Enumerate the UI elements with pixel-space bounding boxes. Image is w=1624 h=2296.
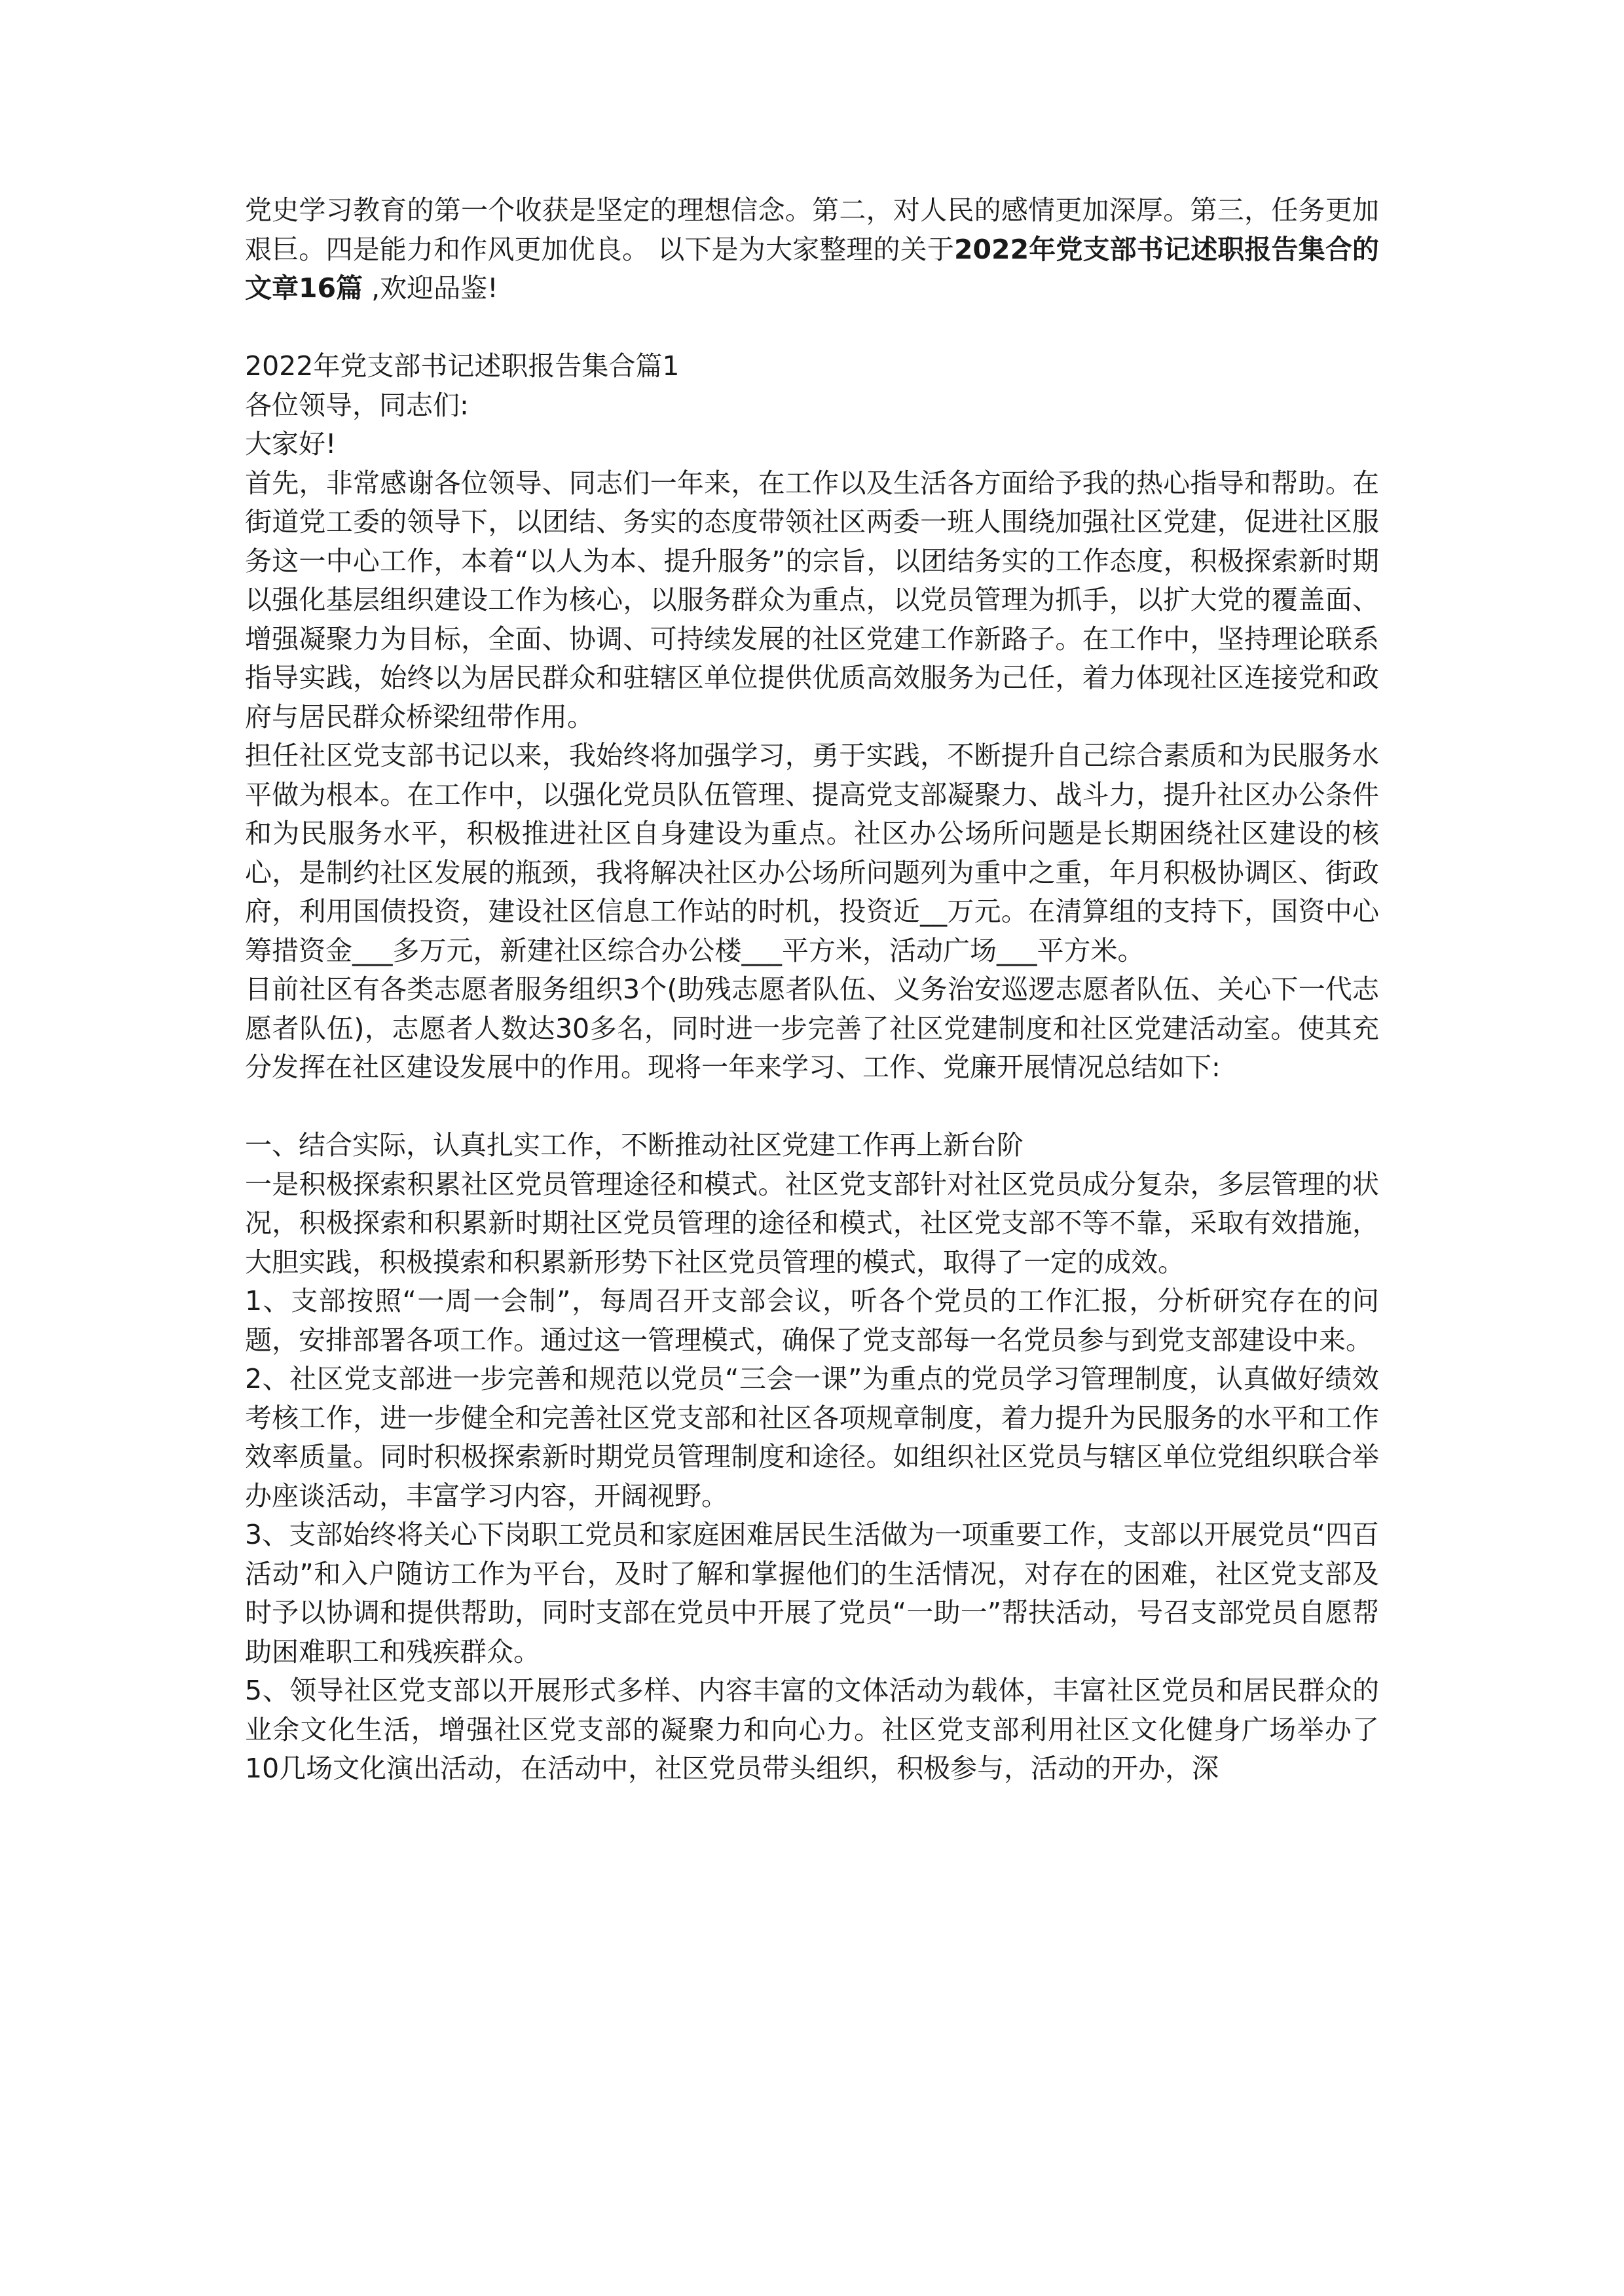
intro-bold-title: 2022年党支部书记述职报告集合的文章16篇 <box>245 233 1379 304</box>
body-paragraph: 担任社区党支部书记以来，我始终将加强学习，勇于实践，不断提升自己综合素质和为民服务水平做为根本。在工作中，以强化党员队伍管理、提高党支部凝聚力、战斗力，提升社区办公条件和为民服务水平，积极推进社区自身建设为重点。社区办公场所问题是长期困绕社区建设的核心，是制约社区发展的瓶颈，我将解决社区办公场所问题列为重中之重，年月积极协调区、街政府，利用国债投资，建设社区信息工作站的时机，投资近__万元。在清算组的支持下，国资中心筹措资金___多万元，新建社区综合办公楼___平方米，活动广场___平方米。 <box>245 740 1379 966</box>
intro-paragraph <box>245 191 1379 308</box>
body-paragraph: 2、社区党支部进一步完善和规范以党员“三会一课”为重点的党员学习管理制度，认真做好绩效考核工作，进一步健全和完善社区党支部和社区各项规章制度，着力提升为民服务的水平和工作效率质量。同时积极探索新时期党员管理制度和途径。如组织社区党员与辖区单位党组织联合举办座谈活动，丰富学习内容，开阔视野。 <box>245 1363 1379 1512</box>
document-body <box>245 191 1379 1789</box>
heading-1: 一、结合实际，认真扎实工作，不断推动社区党建工作再上新台阶 <box>245 1129 1024 1161</box>
salutation: 各位领导，同志们: <box>245 389 469 421</box>
intro-text-b: ,欢迎品鉴! <box>363 272 498 304</box>
body-paragraph: 目前社区有各类志愿者服务组织3个(助残志愿者队伍、义务治安巡逻志愿者队伍、关心下一代志愿者队伍)，志愿者人数达30多名，同时进一步完善了社区党建制度和社区党建活动室。使其充分发挥在社区建设发展中的作用。现将一年来学习、工作、党廉开展情况总结如下: <box>245 974 1379 1083</box>
body-paragraph: 首先，非常感谢各位领导、同志们一年来，在工作以及生活各方面给予我的热心指导和帮助。在街道党工委的领导下，以团结、务实的态度带领社区两委一班人围绕加强社区党建，促进社区服务这一中心工作，本着“以人为本、提升服务”的宗旨，以团结务实的工作态度，积极探索新时期以强化基层组织建设工作为核心，以服务群众为重点，以党员管理为抓手，以扩大党的覆盖面、增强凝聚力为目标，全面、协调、可持续发展的社区党建工作新路子。在工作中，坚持理论联系指导实践，始终以为居民群众和驻辖区单位提供优质高效服务为己任，着力体现社区连接党和政府与居民群众桥梁纽带作用。 <box>245 467 1379 733</box>
blank-line <box>245 308 1379 348</box>
section-title: 2022年党支部书记述职报告集合篇1 <box>245 350 680 382</box>
greeting: 大家好! <box>245 428 337 460</box>
body-paragraph: 1、支部按照“一周一会制”，每周召开支部会议，听各个党员的工作汇报，分析研究存在的问题，安排部署各项工作。通过这一管理模式，确保了党支部每一名党员参与到党支部建设中来。 <box>245 1285 1379 1356</box>
intro-text-a: 党史学习教育的第一个收获是坚定的理想信念。第二，对人民的感情更加深厚。第三，任务更加艰巨。四是能力和作风更加优良。 以下是为大家整理的关于 <box>245 194 1379 265</box>
body-paragraph: 一是积极探索积累社区党员管理途径和模式。社区党支部针对社区党员成分复杂，多层管理的状况，积极探索和积累新时期社区党员管理的途径和模式，社区党支部不等不靠，采取有效措施，大胆实践，积极摸索和积累新形势下社区党员管理的模式，取得了一定的成效。 <box>245 1168 1379 1278</box>
blank-line <box>245 1087 1379 1127</box>
body-paragraph: 3、支部始终将关心下岗职工党员和家庭困难居民生活做为一项重要工作，支部以开展党员“四百活动”和入户随访工作为平台，及时了解和掌握他们的生活情况，对存在的困难，社区党支部及时予以协调和提供帮助，同时支部在党员中开展了党员“一助一”帮扶活动，号召支部党员自愿帮助困难职工和残疾群众。 <box>245 1519 1379 1667</box>
body-paragraph: 5、领导社区党支部以开展形式多样、内容丰富的文体活动为载体，丰富社区党员和居民群众的业余文化生活，增强社区党支部的凝聚力和向心力。社区党支部利用社区文化健身广场举办了10几场文化演出活动，在活动中，社区党员带头组织，积极参与，活动的开办，深 <box>245 1675 1379 1784</box>
